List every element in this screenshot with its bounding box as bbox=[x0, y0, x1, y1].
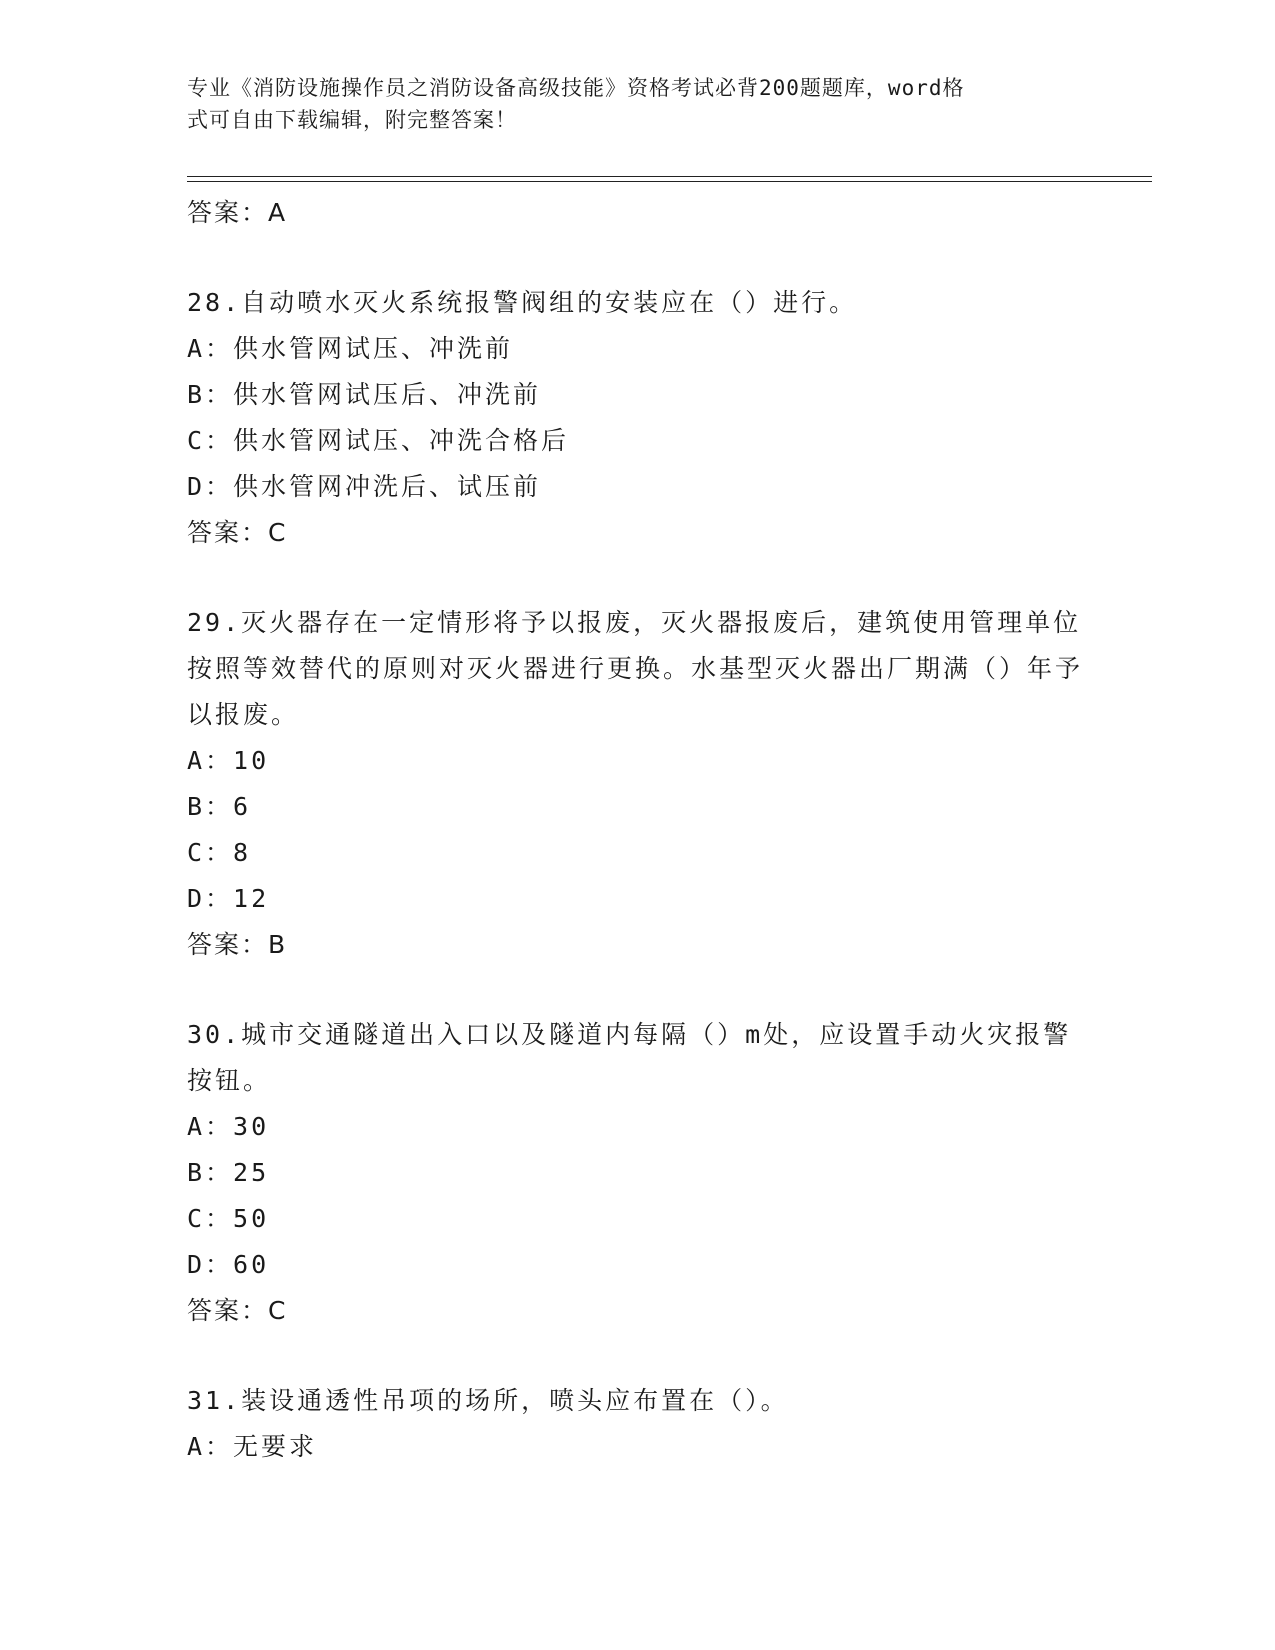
option-a: A：供水管网试压、冲洗前 bbox=[187, 334, 514, 363]
question-31 bbox=[187, 1378, 1087, 1470]
option-c: C：50 bbox=[187, 1204, 270, 1233]
answer-line: 答案：C bbox=[187, 1296, 288, 1325]
option-d: D：供水管网冲洗后、试压前 bbox=[187, 472, 542, 501]
document-header bbox=[187, 72, 1067, 136]
question-stem: 31.装设通透性吊项的场所，喷头应布置在（）。 bbox=[187, 1386, 789, 1415]
header-line-2: 式可自由下载编辑，附完整答案！ bbox=[187, 108, 517, 132]
question-list bbox=[187, 190, 1087, 1470]
answer-line: 答案：A bbox=[187, 198, 288, 227]
answer-line: 答案：B bbox=[187, 930, 288, 959]
header-line-1: 专业《消防设施操作员之消防设备高级技能》资格考试必背200题题库，word格 bbox=[187, 76, 965, 100]
option-c: C：8 bbox=[187, 838, 252, 867]
option-c: C：供水管网试压、冲洗合格后 bbox=[187, 426, 570, 455]
option-a: A：30 bbox=[187, 1112, 270, 1141]
option-d: D：60 bbox=[187, 1250, 270, 1279]
option-a: A：10 bbox=[187, 746, 270, 775]
answer-line: 答案：C bbox=[187, 518, 288, 547]
question-30 bbox=[187, 1012, 1087, 1334]
option-a: A：无要求 bbox=[187, 1432, 318, 1461]
header-divider-bottom bbox=[187, 181, 1152, 182]
option-d: D：12 bbox=[187, 884, 270, 913]
question-29 bbox=[187, 600, 1087, 968]
header-divider-top bbox=[187, 176, 1152, 177]
option-b: B：6 bbox=[187, 792, 252, 821]
option-b: B：25 bbox=[187, 1158, 270, 1187]
question-stem: 30.城市交通隧道出入口以及隧道内每隔（）m处，应设置手动火灾报警按钮。 bbox=[187, 1020, 1072, 1095]
option-b: B：供水管网试压后、冲洗前 bbox=[187, 380, 542, 409]
question-28 bbox=[187, 280, 1087, 556]
question-stem: 28.自动喷水灭火系统报警阀组的安装应在（）进行。 bbox=[187, 288, 858, 317]
question-stem: 29.灭火器存在一定情形将予以报废，灭火器报废后，建筑使用管理单位按照等效替代的原则对灭火器进行更换。水基型灭火器出厂期满（）年予以报废。 bbox=[187, 608, 1084, 729]
